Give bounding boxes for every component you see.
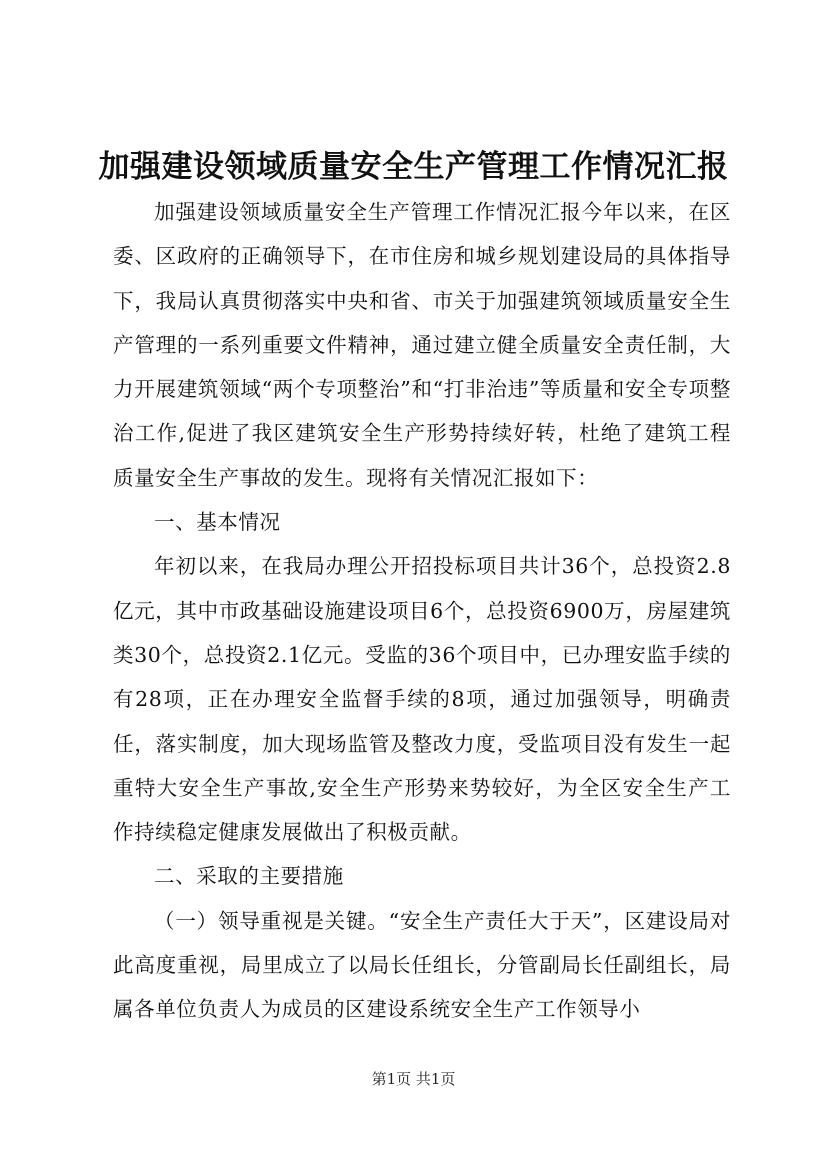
paragraph-basic-situation: 年初以来，在我局办理公开招投标项目共计36个，总投资2.8亿元，其中市政基础设施建设项目6个，总投资6900万，房屋建筑类30个，总投资2.1亿元。受监的36个项目中，已办理安监手续的有28项，正在办理安全监督手续的8项，通过加强领导，明确责任，落实制度，加大现场监管及整改力度，受监项目没有发生一起重特大安全生产事故,安全生产形势来势较好，为全区安全生产工作持续稳定健康发展做出了积极贡献。 — [113, 554, 731, 845]
document-body — [113, 190, 731, 1032]
document-title: 加强建设领域质量安全生产管理工作情况汇报 — [98, 149, 729, 185]
section-heading-measures: 二、采取的主要措施 — [154, 864, 344, 889]
paragraph-intro: 加强建设领域质量安全生产管理工作情况汇报今年以来，在区委、区政府的正确领导下，在市住房和城乡规划建设局的具体指导下，我局认真贯彻落实中央和省、市关于加强建筑领域质量安全生产管理的一系列重要文件精神，通过建立健全质量安全责任制，大力开展建筑领域“两个专项整治”和“打非治违”等质量和安全专项整治工作,促进了我区建筑安全生产形势持续好转，杜绝了建筑工程质量安全生产事故的发生。现将有关情况汇报如下： — [113, 200, 731, 490]
paragraph-measure-1: （一）领导重视是关键。“安全生产责任大于天”，区建设局对此高度重视，局里成立了以局长任组长，分管副局长任副组长，局属各单位负责人为成员的区建设系统安全生产工作领导小 — [113, 908, 731, 1022]
page-footer: 第1页 共1页 — [371, 1070, 456, 1088]
section-heading-basic: 一、基本情况 — [154, 510, 281, 535]
